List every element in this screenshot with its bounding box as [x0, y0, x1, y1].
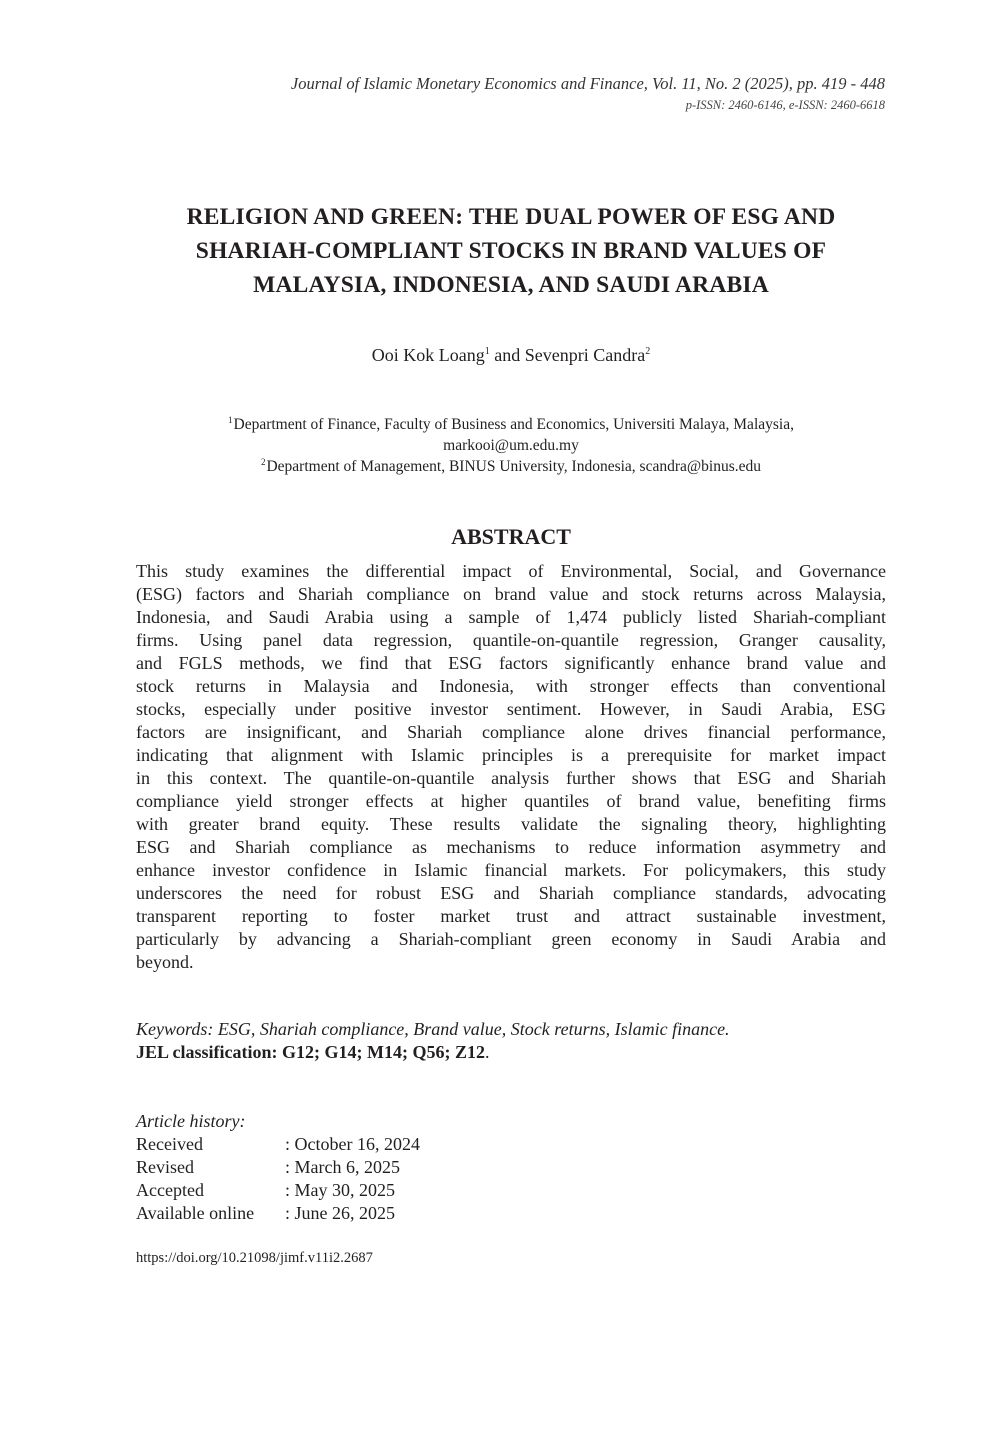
abstract-line: ESG and Shariah compliance as mechanisms to reduce information asymmetry and: [136, 837, 886, 857]
history-key: Accepted: [136, 1180, 204, 1200]
abstract-line: transparent reporting to foster market trust and attract sustainable investment,: [136, 906, 886, 926]
affiliation-mark: 1: [228, 415, 233, 425]
paper-title: [136, 200, 886, 302]
affiliation-1-email: markooi@um.edu.my: [443, 437, 579, 454]
abstract-line: enhance investor confidence in Islamic financial markets. For policymakers, this study: [136, 860, 886, 880]
history-value: : October 16, 2024: [285, 1134, 420, 1154]
affiliations: [136, 414, 886, 477]
abstract-line: beyond.: [136, 952, 194, 972]
history-row-accepted: [136, 1179, 420, 1202]
author-name: Ooi Kok Loang: [371, 345, 485, 365]
abstract-line: underscores the need for robust ESG and Shariah compliance standards, advocating: [136, 883, 886, 903]
abstract-line: indicating that alignment with Islamic principles is a prerequisite for market impact: [136, 745, 886, 765]
abstract-line: with greater brand equity. These results validate the signaling theory, highlighting: [136, 814, 886, 834]
history-key: Available online: [136, 1203, 255, 1223]
keywords: Keywords: ESG, Shariah compliance, Brand value, Stock returns, Islamic finance.: [136, 1019, 730, 1039]
abstract-line: and FGLS methods, we find that ESG factors significantly enhance brand value and: [136, 653, 886, 673]
history-value: : May 30, 2025: [285, 1180, 395, 1200]
journal-citation: Journal of Islamic Monetary Economics and Finance, Vol. 11, No. 2 (2025), pp. 419 - 448: [290, 74, 885, 93]
author-affiliation-mark: 2: [645, 346, 651, 357]
history-value: : March 6, 2025: [285, 1157, 400, 1177]
history-key: Revised: [136, 1157, 194, 1177]
author-name: Sevenpri Candra: [524, 345, 646, 365]
title-line: RELIGION AND GREEN: THE DUAL POWER OF ESG AND: [186, 204, 836, 230]
doi-link[interactable]: https://doi.org/10.21098/jimf.v11i2.2687: [136, 1250, 373, 1266]
abstract-line: (ESG) factors and Shariah compliance on brand value and stock returns across Malaysia,: [136, 584, 886, 604]
history-key: Received: [136, 1134, 203, 1154]
jel-period: .: [484, 1042, 490, 1062]
abstract-line: stock returns in Malaysia and Indonesia, with stronger effects than conventional: [136, 676, 886, 696]
jel-classification: [136, 1041, 886, 1064]
abstract-line: particularly by advancing a Shariah-compliant green economy in Saudi Arabia and: [136, 929, 886, 949]
abstract-body: [136, 560, 886, 974]
title-line: SHARIAH-COMPLIANT STOCKS IN BRAND VALUES OF: [195, 238, 827, 264]
history-row-received: [136, 1133, 420, 1156]
history-row-revised: [136, 1156, 420, 1179]
history-row-available-online: [136, 1202, 420, 1225]
journal-issn: p-ISSN: 2460-6146, e-ISSN: 2460-6618: [685, 98, 885, 112]
author-affiliation-mark: 1: [484, 346, 490, 357]
journal-header: [291, 73, 885, 114]
abstract-line: Indonesia, and Saudi Arabia using a sample of 1,474 publicly listed Shariah-compliant: [136, 607, 886, 627]
abstract-line: compliance yield stronger effects at higher quantiles of brand value, benefiting firms: [136, 791, 886, 811]
abstract-line: in this context. The quantile-on-quantile analysis further shows that ESG and Shariah: [136, 768, 886, 788]
author-conjunction: and: [489, 345, 525, 365]
abstract-line: factors are insignificant, and Shariah compliance alone drives financial performance,: [136, 722, 886, 742]
abstract-line: This study examines the differential impact of Environmental, Social, and Governance: [136, 561, 886, 581]
affiliation-text: Department of Management, BINUS University, Indonesia, scandra@binus.edu: [266, 458, 761, 475]
abstract-heading: ABSTRACT: [451, 524, 571, 549]
article-history: [136, 1110, 420, 1225]
title-line: MALAYSIA, INDONESIA, AND SAUDI ARABIA: [253, 272, 769, 298]
article-history-label: Article history:: [136, 1111, 246, 1131]
affiliation-1: [136, 414, 886, 435]
affiliation-2: [136, 456, 886, 477]
jel-codes: JEL classification: G12; G14; M14; Q56; Z12: [136, 1042, 485, 1062]
affiliation-text: Department of Finance, Faculty of Business and Economics, Universiti Malaya, Malaysia,: [233, 416, 794, 433]
abstract-line: stocks, especially under positive investor sentiment. However, in Saudi Arabia, ESG: [136, 699, 886, 719]
history-value: : June 26, 2025: [285, 1203, 395, 1223]
abstract-line: firms. Using panel data regression, quantile-on-quantile regression, Granger causality,: [136, 630, 886, 650]
author-list: [136, 343, 886, 367]
affiliation-mark: 2: [260, 457, 266, 467]
